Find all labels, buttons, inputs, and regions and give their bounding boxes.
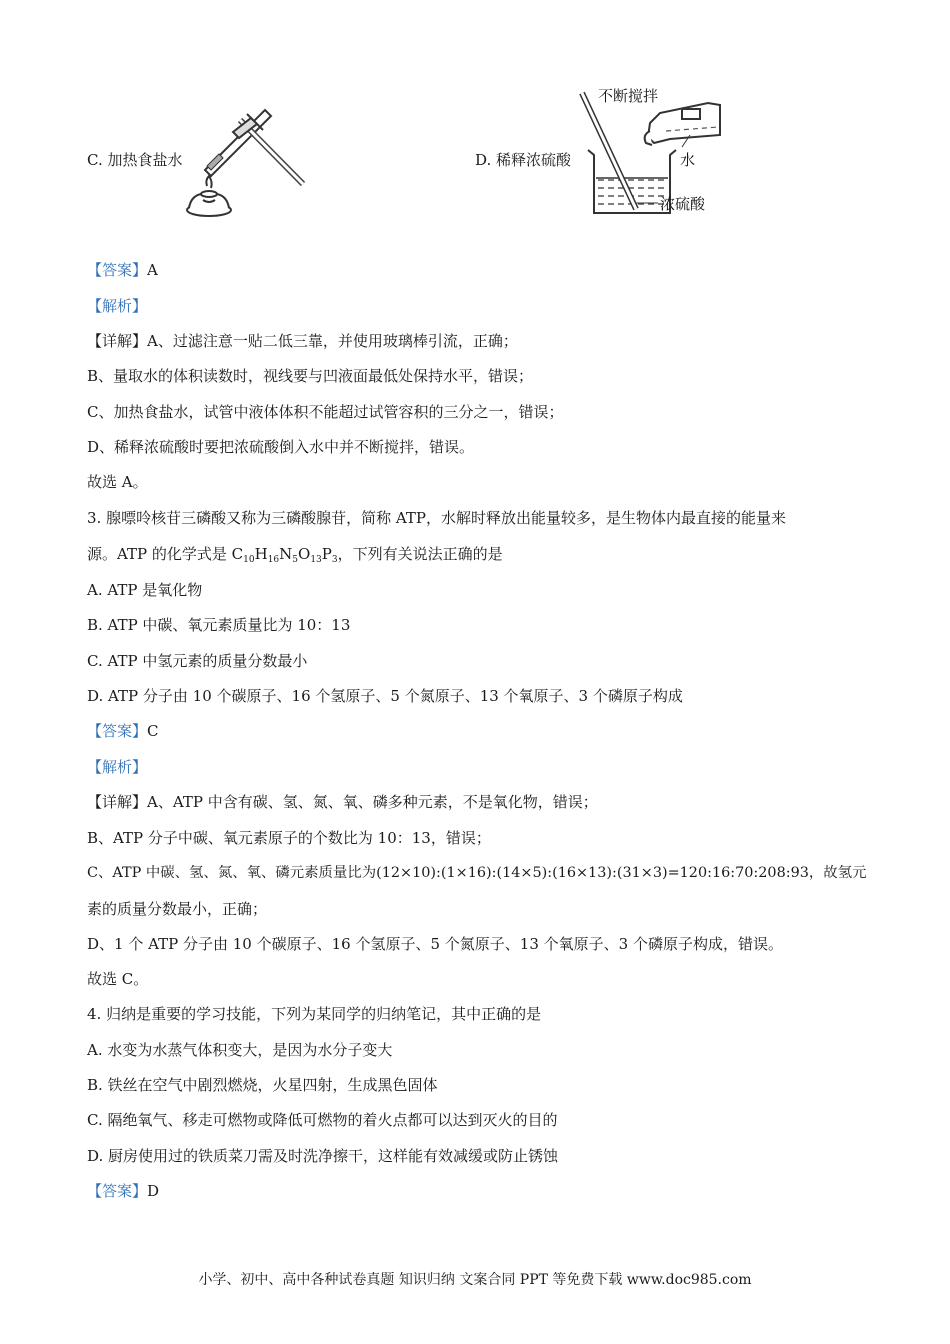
page-footer: 小学、初中、高中各种试卷真题 知识归纳 文案合同 PPT 等免费下载 www.doc985.com: [198, 1272, 752, 1288]
q2-conclusion: 故选 A。: [87, 473, 148, 491]
q3-option-d: D. ATP 分子由 10 个碳原子、16 个氢原子、5 个氮原子、13 个氧原子、3 个磷原子构成: [87, 687, 683, 705]
q4-stem: 4. 归纳是重要的学习技能，下列为某同学的归纳笔记，其中正确的是: [87, 1005, 542, 1023]
q4-option-a: A. 水变为水蒸气体积变大，是因为水分子变大: [87, 1041, 393, 1059]
q3-detail-line-3: C、ATP 中碳、氢、氮、氧、磷元素质量比为(12×10):(1×16):(14×5):(16×13):(31×3)=120:16:70:208:93，故氢元: [87, 865, 867, 881]
option-c-label: C. 加热食盐水: [87, 151, 183, 169]
q3-detail-line-1: 【详解】A、ATP 中含有碳、氢、氮、氧、磷多种元素，不是氧化物，错误；: [87, 793, 598, 811]
q3-option-b: B. ATP 中碳、氧元素质量比为 10：13: [87, 616, 351, 634]
acid-label: 浓硫酸: [660, 195, 706, 213]
q2-detail-line-1: 【详解】A、过滤注意一贴二低三靠，并使用玻璃棒引流，正确；: [87, 332, 518, 350]
diluting-acid-figure: [570, 85, 770, 220]
stir-label: 不断搅拌: [598, 87, 659, 105]
option-d-label: D. 稀释浓硫酸: [475, 151, 572, 169]
q3-analysis-tag: 【解析】: [87, 758, 148, 776]
q2-detail-line-2: B、量取水的体积读数时，视线要与凹液面最低处保持水平，错误；: [87, 367, 534, 385]
atp-formula: $C_{10}H_{16}N_5O_{13}P_3$: [231, 545, 338, 565]
q3-detail-line-4: 素的质量分数最小，正确；: [87, 900, 268, 918]
q2-detail-line-3: C、加热食盐水，试管中液体体积不能超过试管容积的三分之一，错误；: [87, 403, 564, 421]
q3-stem-line-2: 源。ATP 的化学式是 $C_{10}H_{16}N_5O_{13}P_3$，下列有关说法正确的是: [87, 545, 503, 565]
q3-option-a: A. ATP 是氧化物: [87, 581, 203, 599]
q2-analysis-tag: 【解析】: [87, 297, 148, 315]
q2-answer: 【答案】A: [87, 261, 158, 279]
q3-stem-line-1: 3. 腺嘌呤核苷三磷酸又称为三磷酸腺苷，简称 ATP，水解时释放出能量较多，是生物体内最直接的能量来: [87, 509, 786, 527]
q2-detail-line-4: D、稀释浓硫酸时要把浓硫酸倒入水中并不断搅拌，错误。: [87, 438, 475, 456]
heating-test-tube-figure: [185, 100, 305, 230]
q4-option-c: C. 隔绝氧气、移走可燃物或降低可燃物的着火点都可以达到灭火的目的: [87, 1111, 558, 1129]
water-label: 水: [680, 151, 696, 169]
q4-answer: 【答案】D: [87, 1182, 160, 1200]
q3-answer: 【答案】C: [87, 722, 159, 740]
q3-conclusion: 故选 C。: [87, 970, 149, 988]
q3-option-c: C. ATP 中氢元素的质量分数最小: [87, 652, 308, 670]
q4-option-b: B. 铁丝在空气中剧烈燃烧，火星四射，生成黑色固体: [87, 1076, 438, 1094]
q3-detail-line-5: D、1 个 ATP 分子由 10 个碳原子、16 个氢原子、5 个氮原子、13 个氧原子、3 个磷原子构成，错误。: [87, 935, 783, 953]
q3-detail-line-2: B、ATP 分子中碳、氧元素原子的个数比为 10：13，错误；: [87, 829, 491, 847]
q4-option-d: D. 厨房使用过的铁质菜刀需及时洗净擦干，这样能有效减缓或防止锈蚀: [87, 1147, 559, 1165]
